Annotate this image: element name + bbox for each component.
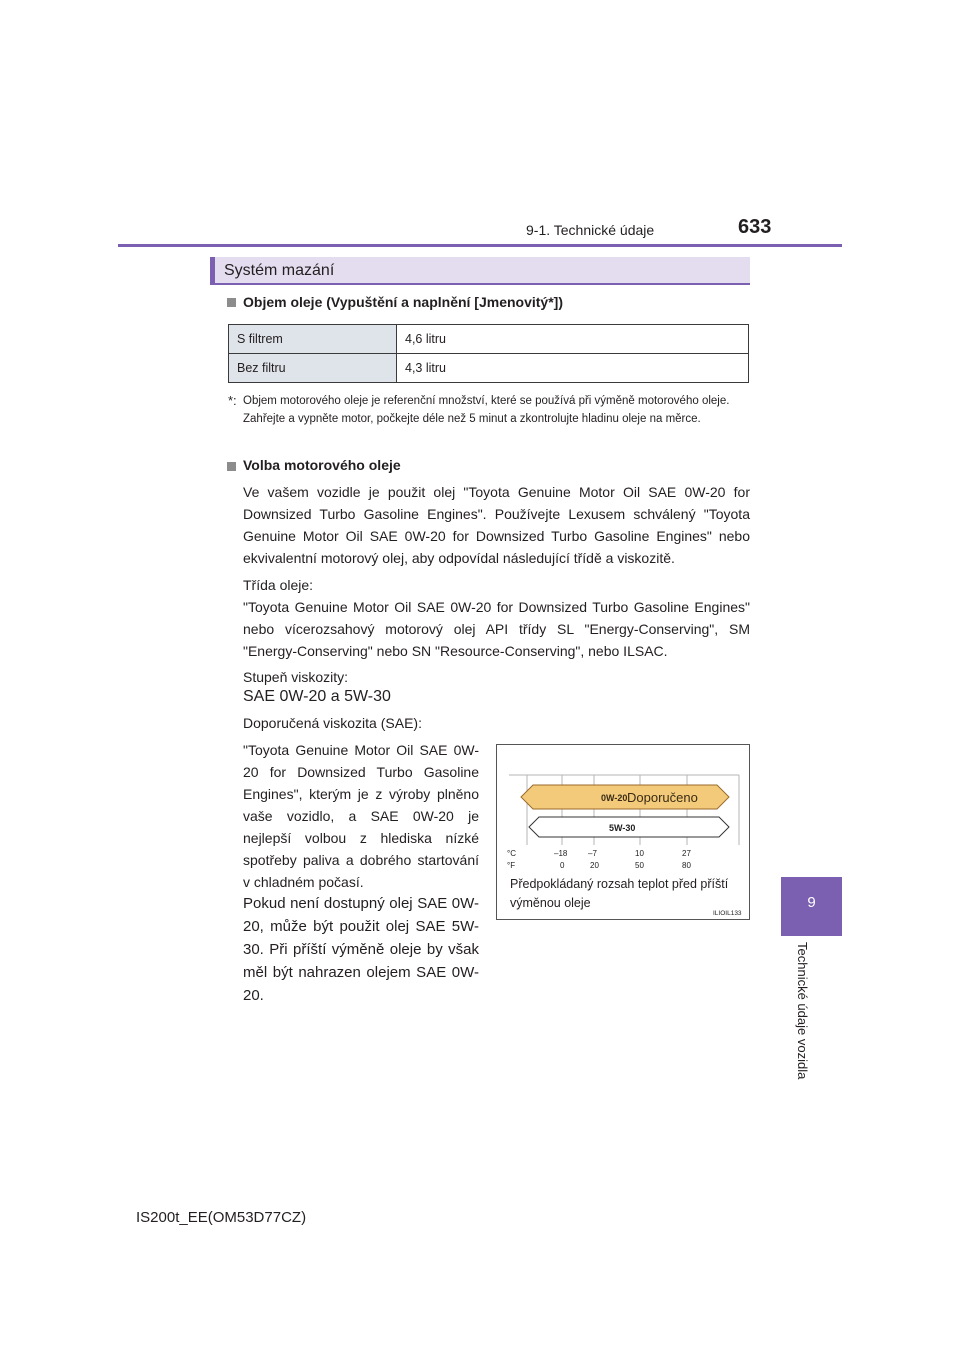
oil-capacity-table bbox=[228, 324, 749, 383]
page-footer: IS200t_EE(OM53D77CZ) bbox=[136, 1209, 307, 1226]
figure-caption: Předpokládaný rozsah teplot před příští výměnou oleje bbox=[510, 877, 729, 910]
alternative-oil-text: Pokud není dostupný olej SAE 0W-20, může být použit olej SAE 5W-30. Při příští výměně oleje by však měl být nahrazen olejem SAE 0W-20. bbox=[243, 895, 479, 1004]
tick-label: 27 bbox=[682, 849, 691, 858]
section-title: Systém mazání bbox=[224, 262, 335, 279]
bullet-square-icon bbox=[227, 462, 236, 471]
chapter-title: Technické údaje vozidla bbox=[795, 942, 810, 1080]
tick-label: 80 bbox=[682, 861, 691, 870]
tick-label: 50 bbox=[635, 861, 644, 870]
recommended-viscosity-text: "Toyota Genuine Motor Oil SAE 0W-20 for Downsized Turbo Gasoline Engines", kterým je z výroby plněno vaše vozidlo, a SAE 0W-20 je nejlepší volbou z hlediska nízké spotřeby paliva a dobrého startování v chladném počasí. bbox=[243, 742, 479, 890]
tick-label: 0 bbox=[560, 861, 565, 870]
tick-label: 10 bbox=[635, 849, 644, 858]
page-number: 633 bbox=[738, 216, 772, 238]
oil-choice-paragraph: Ve vašem vozidle je použit olej "Toyota Genuine Motor Oil SAE 0W-20 for Downsized Turbo Gasoline Engines". Používejte Lexusem schválený "Toyota Genuine Motor Oil SAE 0W-20 for Downsized Turbo Gasoline Engines" nebo ekvivalentní motorový olej, aby odpovídal následující třídě a viskozitě. bbox=[243, 484, 750, 566]
bullet-square-icon bbox=[227, 298, 236, 307]
running-header-section: 9-1. Technické údaje bbox=[526, 222, 655, 238]
oil-choice-heading: Volba motorového oleje bbox=[243, 457, 401, 473]
viscosity-value: SAE 0W-20 a 5W-30 bbox=[243, 688, 391, 705]
figure-code: ILIOIL133 bbox=[713, 910, 742, 917]
unit-celsius: °C bbox=[507, 849, 516, 858]
recommended-label: Doporučeno bbox=[627, 790, 698, 805]
oil-grade-text: "Toyota Genuine Motor Oil SAE 0W-20 for Downsized Turbo Gasoline Engines" nebo vícerozsahový motorový olej API třídy SL "Energy-Conserving", SM "Energy-Conserving" nebo SN "Resource-Conserving", nebo ILSAC. bbox=[243, 599, 750, 659]
tick-label: –18 bbox=[554, 849, 568, 858]
tick-label: 20 bbox=[590, 861, 599, 870]
oil-capacity-heading: Objem oleje (Vypuštění a naplnění [Jmenovitý*]) bbox=[243, 294, 563, 310]
chapter-tab: 9 bbox=[781, 877, 842, 936]
viscosity-label: Stupeň viskozity: bbox=[243, 669, 349, 685]
recommended-viscosity-label: Doporučená viskozita (SAE): bbox=[243, 715, 422, 731]
grade-5w30-label: 5W-30 bbox=[609, 823, 636, 833]
table-cell-value: 4,3 litru bbox=[397, 354, 749, 383]
grade-0w20-label: 0W-20 bbox=[601, 793, 628, 803]
table-row bbox=[229, 325, 749, 354]
table-row bbox=[229, 354, 749, 383]
footnote-text: Objem motorového oleje je referenční množství, které se používá při výměně motorového oleje. Zahřejte a vypněte motor, počkejte déle než 5 minut a zkontrolujte hladinu oleje na měrce. bbox=[243, 395, 730, 425]
table-cell-label: S filtrem bbox=[229, 325, 397, 354]
table-cell-label: Bez filtru bbox=[229, 354, 397, 383]
tick-label: –7 bbox=[588, 849, 597, 858]
unit-fahrenheit: °F bbox=[507, 861, 516, 870]
oil-grade-label: Třída oleje: bbox=[243, 577, 314, 593]
header-rule bbox=[118, 244, 842, 247]
footnote-mark: *: bbox=[228, 393, 237, 408]
table-cell-value: 4,6 litru bbox=[397, 325, 749, 354]
viscosity-temperature-figure bbox=[496, 744, 750, 920]
